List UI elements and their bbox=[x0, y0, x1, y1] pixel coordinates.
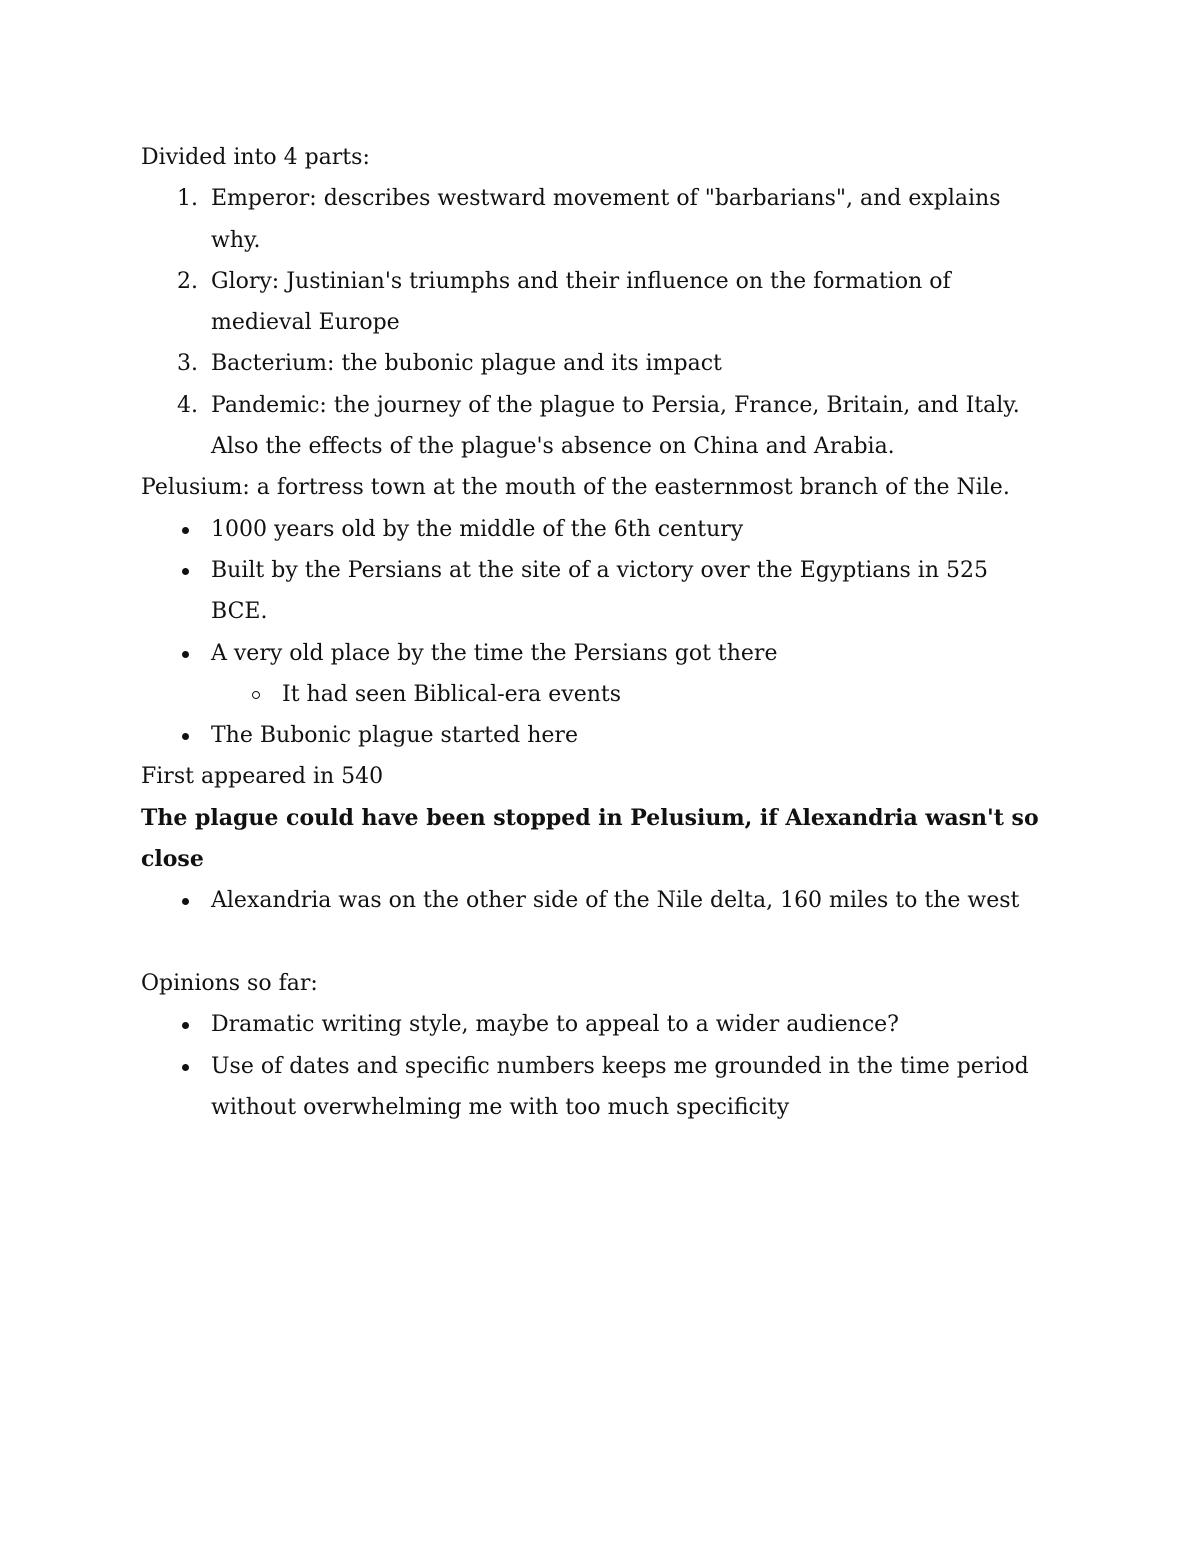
list-item-text: Glory: Justinian's triumphs and their influence on the formation of medieval Europe bbox=[211, 268, 951, 336]
document-body bbox=[141, 137, 1061, 1128]
bullet-icon bbox=[182, 1022, 189, 1029]
list-item bbox=[141, 1004, 1051, 1045]
list-item-text: Built by the Persians at the site of a victory over the Egyptians in 525 BCE. bbox=[211, 557, 988, 625]
list-item bbox=[141, 633, 1051, 674]
alexandria-bullets bbox=[141, 880, 1061, 921]
bold-statement: The plague could have been stopped in Pelusium, if Alexandria wasn't so close bbox=[141, 804, 1039, 873]
list-number: 4. bbox=[177, 392, 198, 418]
pelusium-bullets bbox=[141, 509, 1061, 757]
list-item bbox=[141, 261, 1051, 344]
list-item-text: Dramatic writing style, maybe to appeal to a wider audience? bbox=[211, 1012, 899, 1038]
list-item-text: Pandemic: the journey of the plague to Persia, France, Britain, and Italy. Also the effects of the plague's absence on China and Arabia. bbox=[211, 392, 1020, 460]
list-item bbox=[141, 178, 1051, 261]
bullet-icon bbox=[182, 733, 189, 740]
bullet-icon bbox=[182, 568, 189, 575]
hollow-bullet-icon bbox=[252, 691, 260, 699]
list-item-text: 1000 years old by the middle of the 6th century bbox=[211, 516, 744, 542]
list-number: 1. bbox=[177, 186, 198, 212]
list-item-text: Emperor: describes westward movement of "barbarians", and explains why. bbox=[211, 186, 1001, 253]
blank-line bbox=[141, 922, 1061, 963]
list-number: 2. bbox=[177, 268, 198, 294]
intro-text: Divided into 4 parts: bbox=[141, 145, 370, 170]
list-item-text: Alexandria was on the other side of the Nile delta, 160 miles to the west bbox=[211, 888, 1020, 914]
opinions-bullets bbox=[141, 1004, 1061, 1128]
bullet-icon bbox=[182, 527, 189, 534]
list-item bbox=[141, 509, 1051, 550]
bullet-icon bbox=[182, 651, 189, 658]
list-item-text: The Bubonic plague started here bbox=[211, 723, 578, 749]
list-item-text: Bacterium: the bubonic plague and its impact bbox=[211, 351, 722, 377]
list-item bbox=[141, 550, 1051, 633]
list-item bbox=[141, 715, 1051, 756]
bullet-icon bbox=[182, 1064, 189, 1071]
list-item bbox=[141, 385, 1051, 468]
list-item bbox=[141, 880, 1051, 921]
bullet-icon bbox=[182, 898, 189, 905]
list-item bbox=[141, 343, 1051, 384]
sub-list-item bbox=[141, 674, 1061, 715]
list-item-text: Use of dates and specific numbers keeps me grounded in the time period without overwhelming me with too much specificity bbox=[211, 1053, 1029, 1120]
list-item-text: It had seen Biblical-era events bbox=[282, 681, 622, 707]
parts-list bbox=[141, 178, 1061, 467]
list-number: 3. bbox=[177, 351, 198, 377]
first-appeared-text: First appeared in 540 bbox=[141, 764, 384, 790]
list-item bbox=[141, 1046, 1051, 1129]
opinions-heading: Opinions so far: bbox=[141, 970, 318, 996]
list-item-text: A very old place by the time the Persians got there bbox=[211, 640, 778, 666]
pelusium-heading: Pelusium: a fortress town at the mouth of the easternmost branch of the Nile. bbox=[141, 475, 1010, 501]
